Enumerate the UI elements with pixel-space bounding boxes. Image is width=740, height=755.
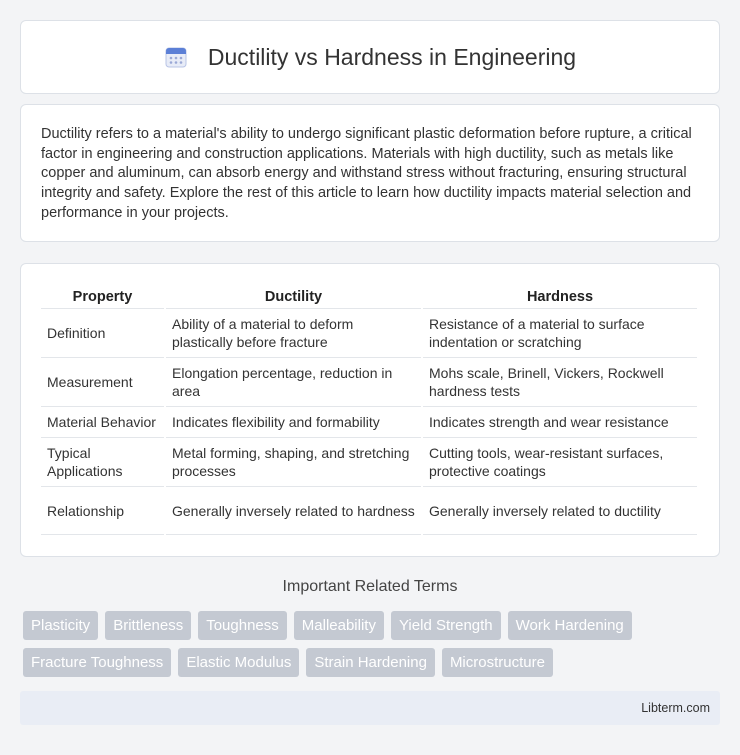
intro-text: Ductility refers to a material's ability to undergo significant plastic deformation before rupture, a critical factor in engineering and construction applications. Materials with high ductility, such as metals like copper and aluminum, can absorb energy and withstand stress without fracturing, ensuring structural integrity and safety. Explore the rest of this article to learn how ductility impacts material selection and performance in your projects.: [41, 126, 692, 221]
table-row: [41, 308, 697, 357]
table-cell: Ability of a material to deform plastically before fracture: [166, 308, 421, 357]
table-cell: Definition: [41, 308, 164, 357]
tag-toughness[interactable]: Toughness: [198, 611, 287, 640]
table-row: [41, 486, 697, 535]
table-cell: Mohs scale, Brinell, Vickers, Rockwell hardness tests: [423, 357, 697, 406]
tag-plasticity[interactable]: Plasticity: [23, 611, 98, 640]
table-header-ductility: Ductility: [264, 289, 323, 305]
table-row: [41, 357, 697, 406]
tag-row: [23, 648, 723, 677]
tag-microstructure[interactable]: Microstructure: [442, 648, 553, 677]
table-cell: Measurement: [41, 357, 164, 406]
comparison-table-card: [20, 263, 720, 557]
table-cell: Indicates strength and wear resistance: [423, 406, 697, 437]
table-cell: Elongation percentage, reduction in area: [166, 357, 421, 406]
table-row: [41, 406, 697, 437]
related-terms-title: Important Related Terms: [282, 578, 458, 595]
footer: [20, 691, 720, 725]
tag-yield-strength[interactable]: Yield Strength: [391, 611, 501, 640]
tag-brittleness[interactable]: Brittleness: [105, 611, 191, 640]
table-header-property: Property: [72, 289, 133, 305]
tag-work-hardening[interactable]: Work Hardening: [508, 611, 632, 640]
tag-elastic-modulus[interactable]: Elastic Modulus: [178, 648, 299, 677]
table-cell: Generally inversely related to hardness: [166, 486, 421, 535]
table-cell: Typical Applications: [41, 437, 164, 486]
table-cell: Indicates flexibility and formability: [166, 406, 421, 437]
related-terms-tags: [23, 611, 723, 685]
table-cell: Generally inversely related to ductility: [423, 486, 697, 535]
footer-site-link[interactable]: Libterm.com: [641, 701, 710, 715]
table-cell: Material Behavior: [41, 406, 164, 437]
comparison-table: [39, 284, 699, 535]
tag-row: [23, 611, 723, 640]
table-cell: Cutting tools, wear-resistant surfaces, protective coatings: [423, 437, 697, 486]
intro-card: [20, 104, 720, 242]
table-header-row: [41, 284, 697, 308]
table-header-hardness: Hardness: [526, 289, 594, 305]
table-cell: Metal forming, shaping, and stretching processes: [166, 437, 421, 486]
header-card: [20, 20, 720, 94]
page-title: Ductility vs Hardness in Engineering: [207, 43, 577, 70]
table-cell: Relationship: [41, 486, 164, 535]
table-cell: Resistance of a material to surface indentation or scratching: [423, 308, 697, 357]
calendar-icon: [164, 45, 188, 69]
header-title-wrap: [164, 44, 576, 71]
tag-malleability[interactable]: Malleability: [294, 611, 384, 640]
tag-strain-hardening[interactable]: Strain Hardening: [306, 648, 435, 677]
table-row: [41, 437, 697, 486]
tag-fracture-toughness[interactable]: Fracture Toughness: [23, 648, 171, 677]
